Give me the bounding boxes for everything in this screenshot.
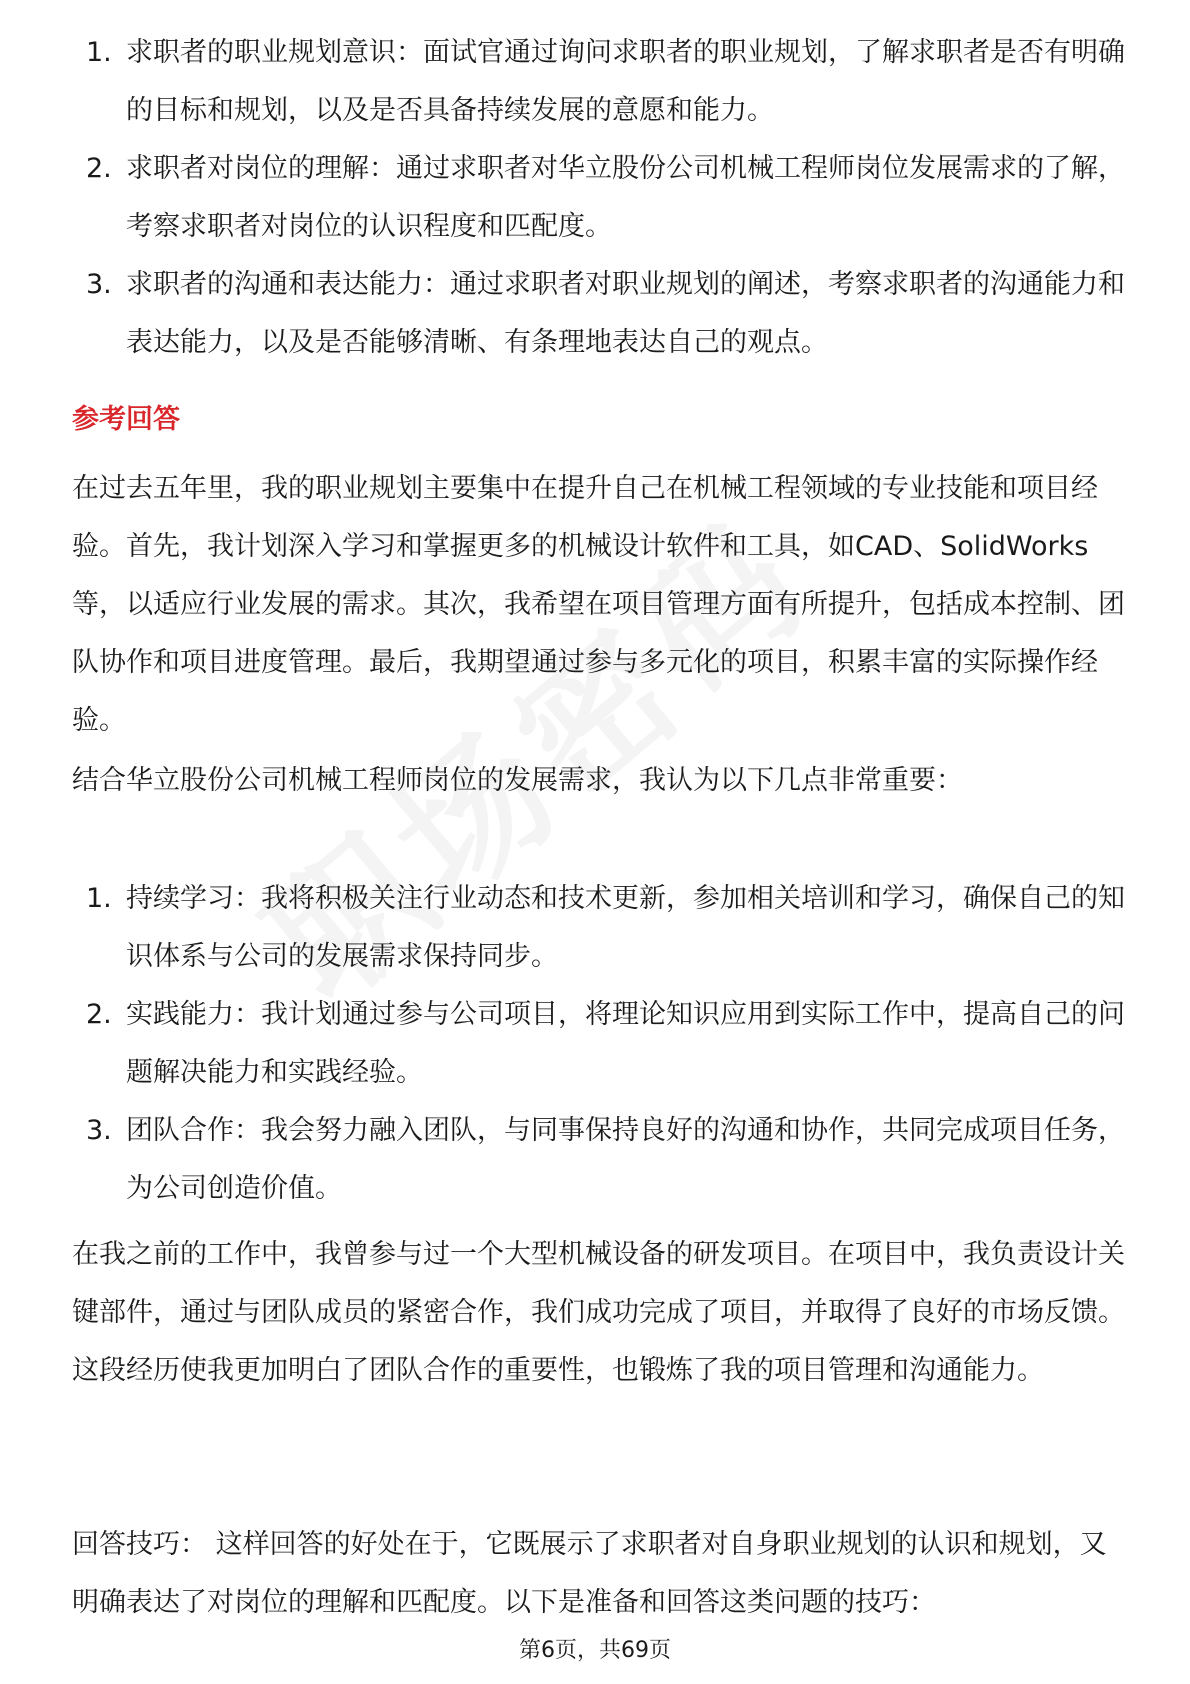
list-text: 求职者的职业规划意识：面试官通过询问求职者的职业规划，了解求职者是否有明确的目标和规划，以及是否具备持续发展的意愿和能力。 (126, 37, 1125, 126)
list-number: 2. (86, 999, 112, 1030)
list-text: 求职者对岗位的理解：通过求职者对华立股份公司机械工程师岗位发展需求的了解，考察求职者对岗位的认识程度和匹配度。 (126, 153, 1125, 242)
list-item (72, 140, 1132, 256)
answer-paragraph-2: 结合华立股份公司机械工程师岗位的发展需求，我认为以下几点非常重要： (72, 765, 963, 796)
list-text: 团队合作：我会努力融入团队，与同事保持良好的沟通和协作，共同完成项目任务，为公司创造价值。 (126, 1115, 1125, 1204)
list-item (72, 870, 1132, 986)
list-item (72, 1102, 1132, 1218)
list-number: 3. (86, 1115, 112, 1146)
answer-tips-paragraph: 回答技巧： 这样回答的好处在于，它既展示了求职者对自身职业规划的认识和规划，又明确表达了对岗位的理解和匹配度。以下是准备和回答这类问题的技巧： (72, 1529, 1107, 1618)
list-text: 实践能力：我计划通过参与公司项目，将理论知识应用到实际工作中，提高自己的问题解决能力和实践经验。 (126, 999, 1125, 1088)
list-number: 3. (86, 269, 112, 300)
list-item (72, 24, 1132, 140)
criteria-list (72, 24, 1132, 372)
page-number: 第6页，共69页 (519, 1638, 671, 1663)
list-item (72, 256, 1132, 372)
list-number: 1. (86, 37, 112, 68)
list-text: 求职者的沟通和表达能力：通过求职者对职业规划的阐述，考察求职者的沟通能力和表达能力，以及是否能够清晰、有条理地表达自己的观点。 (126, 269, 1125, 358)
list-number: 1. (86, 883, 112, 914)
list-text: 持续学习：我将积极关注行业动态和技术更新，参加相关培训和学习，确保自己的知识体系与公司的发展需求保持同步。 (126, 883, 1125, 972)
list-number: 2. (86, 153, 112, 184)
section-heading: 参考回答 (72, 404, 180, 435)
answer-paragraph-3: 在我之前的工作中，我曾参与过一个大型机械设备的研发项目。在项目中，我负责设计关键部件，通过与团队成员的紧密合作，我们成功完成了项目，并取得了良好的市场反馈。这段经历使我更加明白了团队合作的重要性，也锻炼了我的项目管理和沟通能力。 (72, 1239, 1125, 1386)
answer-paragraph-1: 在过去五年里，我的职业规划主要集中在提升自己在机械工程领域的专业技能和项目经验。首先，我计划深入学习和掌握更多的机械设计软件和工具，如CAD、SolidWorks等，以适应行业发展的需求。其次，我希望在项目管理方面有所提升，包括成本控制、团队协作和项目进度管理。最后，我期望通过参与多元化的项目，积累丰富的实际操作经验。 (72, 473, 1125, 736)
list-item (72, 986, 1132, 1102)
key-points-list (72, 870, 1132, 1218)
